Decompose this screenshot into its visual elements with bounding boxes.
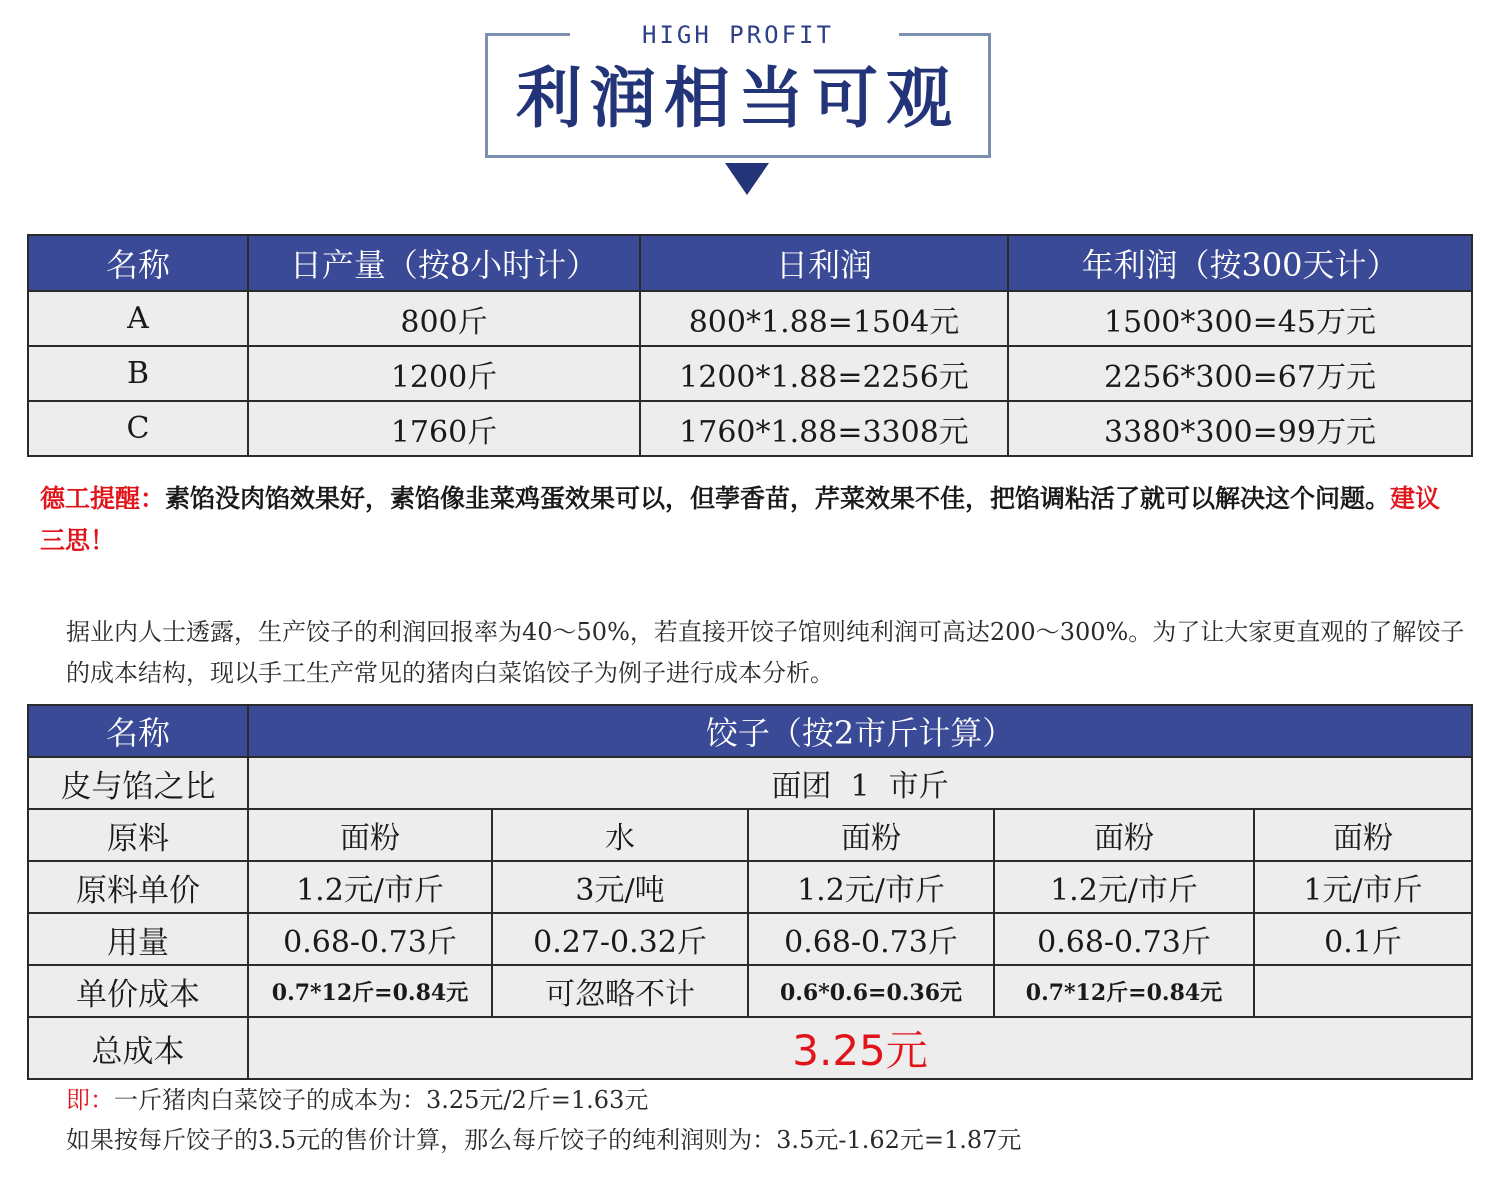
table-cell: 3380*300=99万元 xyxy=(1008,401,1472,456)
profit-table xyxy=(27,234,1473,457)
table-cell: 面粉 xyxy=(994,809,1254,861)
table-cell: 1.2元/市斤 xyxy=(994,861,1254,913)
banner-subtitle: HIGH PROFIT xyxy=(642,21,834,49)
column-header: 日产量（按8小时计） xyxy=(248,235,640,291)
row-label: 总成本 xyxy=(28,1017,248,1079)
row-label: 原料单价 xyxy=(28,861,248,913)
table-row xyxy=(28,1017,1472,1079)
table-cell: 0.6*0.6=0.36元 xyxy=(748,965,994,1017)
column-header: 饺子（按2市斤计算） xyxy=(248,705,1472,757)
table-cell: 水 xyxy=(492,809,748,861)
table-row xyxy=(28,861,1472,913)
table-cell: 面粉 xyxy=(748,809,994,861)
row-label: 单价成本 xyxy=(28,965,248,1017)
table-cell xyxy=(1254,965,1472,1017)
banner-frame xyxy=(899,33,991,36)
table-row xyxy=(28,346,1472,401)
table-cell: 1760*1.88=3308元 xyxy=(640,401,1008,456)
table-row xyxy=(28,913,1472,965)
cost-table xyxy=(27,704,1473,1080)
table-cell: 面团 1 市斤 xyxy=(248,757,1472,809)
table-cell: 0.27-0.32斤 xyxy=(492,913,748,965)
table-cell: 1760斤 xyxy=(248,401,640,456)
page-title: 利润相当可观 xyxy=(516,60,960,137)
table-cell: 0.1斤 xyxy=(1254,913,1472,965)
table-header-row xyxy=(28,705,1472,757)
table-cell: 800*1.88=1504元 xyxy=(640,291,1008,346)
table-cell: C xyxy=(28,401,248,456)
table-cell: 1500*300=45万元 xyxy=(1008,291,1472,346)
table-row xyxy=(28,965,1472,1017)
banner-frame xyxy=(485,33,570,36)
table-cell: 0.7*12斤=0.84元 xyxy=(248,965,492,1017)
intro-text: 据业内人士透露，生产饺子的利润回报率为40～50%，若直接开饺子馆则纯利润可高达200～300%。为了让大家更直观的了解饺子的成本结构，现以手工生产常见的猪肉白菜馅饺子为例子进行成本分析。 xyxy=(66,618,1465,687)
note-body: 素馅没肉馅效果好，素馅像韭菜鸡蛋效果可以，但荸香苗，芹菜效果不佳，把馅调粘活了就可以解决这个问题。 xyxy=(165,484,1391,513)
table-cell: 1200*1.88=2256元 xyxy=(640,346,1008,401)
table-cell: 3元/吨 xyxy=(492,861,748,913)
footer-summary xyxy=(66,1080,1466,1160)
table-cell: 0.68-0.73斤 xyxy=(994,913,1254,965)
column-header: 日利润 xyxy=(640,235,1008,291)
footer-line xyxy=(66,1080,1466,1120)
table-header-row xyxy=(28,235,1472,291)
table-cell: 面粉 xyxy=(248,809,492,861)
table-cell: 800斤 xyxy=(248,291,640,346)
row-label: 用量 xyxy=(28,913,248,965)
column-header: 名称 xyxy=(28,705,248,757)
table-cell: 1元/市斤 xyxy=(1254,861,1472,913)
table-cell: 1200斤 xyxy=(248,346,640,401)
intro-paragraph xyxy=(22,612,1472,694)
table-cell: A xyxy=(28,291,248,346)
table-cell: 1.2元/市斤 xyxy=(748,861,994,913)
table-cell: 0.68-0.73斤 xyxy=(248,913,492,965)
note-suffix: 建议三思！ xyxy=(40,484,1441,555)
table-cell: 0.7*12斤=0.84元 xyxy=(994,965,1254,1017)
row-label: 皮与馅之比 xyxy=(28,757,248,809)
table-cell: 0.68-0.73斤 xyxy=(748,913,994,965)
note-prefix: 德工提醒： xyxy=(40,484,166,513)
table-cell: 面粉 xyxy=(1254,809,1472,861)
table-row xyxy=(28,757,1472,809)
reminder-note xyxy=(40,478,1460,562)
total-cost-value: 3.25元 xyxy=(248,1017,1472,1079)
table-cell: 2256*300=67万元 xyxy=(1008,346,1472,401)
table-row xyxy=(28,291,1472,346)
footer-text: 一斤猪肉白菜饺子的成本为：3.25元/2斤=1.63元 xyxy=(114,1086,649,1114)
table-row xyxy=(28,401,1472,456)
table-cell: 1.2元/市斤 xyxy=(248,861,492,913)
column-header: 名称 xyxy=(28,235,248,291)
row-label: 原料 xyxy=(28,809,248,861)
table-cell: 可忽略不计 xyxy=(492,965,748,1017)
table-cell: B xyxy=(28,346,248,401)
down-arrow-icon xyxy=(725,163,769,195)
banner-frame xyxy=(485,155,991,158)
footer-line: 如果按每斤饺子的3.5元的售价计算，那么每斤饺子的纯利润则为：3.5元-1.62元=1.87元 xyxy=(66,1126,1022,1154)
table-row xyxy=(28,809,1472,861)
header-banner xyxy=(485,21,991,158)
footer-prefix: 即： xyxy=(66,1086,114,1114)
column-header: 年利润（按300天计） xyxy=(1008,235,1472,291)
